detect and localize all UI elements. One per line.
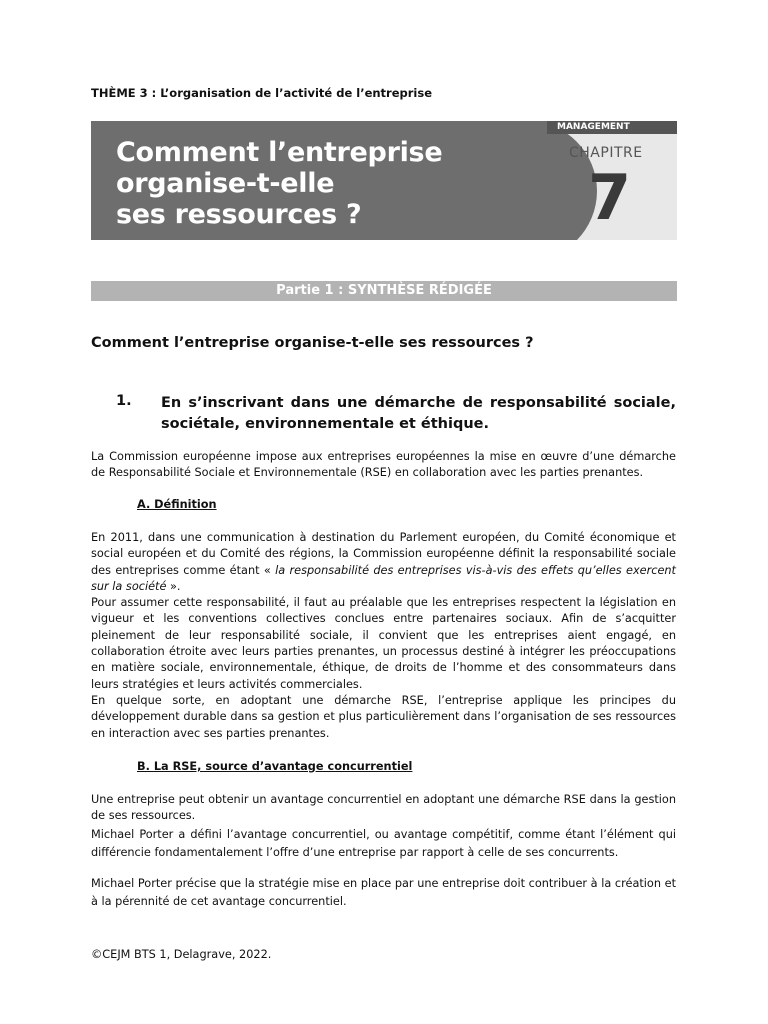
advantage-paragraph: Une entreprise peut obtenir un avantage concurrentiel en adoptant une démarche RSE dans la gestion de ses ressources. <box>91 793 676 823</box>
main-question: Comment l’entreprise organise-t-elle ses ressources ? <box>91 335 534 351</box>
chapter-banner <box>91 121 677 240</box>
section-1-title: En s’inscrivant dans une démarche de responsabilité sociale, sociétale, environnementale et éthique. <box>161 395 676 432</box>
banner-title-line-2: organise-t-elle <box>116 168 335 199</box>
porter-strategy-paragraph: Michael Porter précise que la stratégie mise en place par une entreprise doit contribuer à la création et à la pérennité de cet avantage concurrentiel. <box>91 877 676 908</box>
subsection-a-body <box>91 530 676 742</box>
sustainable-paragraph: En quelque sorte, en adoptant une démarche RSE, l’entreprise applique les principes du développement durable dans sa gestion et plus particulièrement dans l’organisation de ses ressources en interaction avec ses parties prenantes. <box>91 693 676 740</box>
banner-title-line-3: ses ressources ? <box>116 199 362 230</box>
intro-paragraph: La Commission européenne impose aux entreprises européennes la mise en œuvre d’une démarche de Responsabilité Sociale et Environnementale (RSE) en collaboration avec les parties prenantes. <box>91 450 676 480</box>
definition-quote: la responsabilité des entreprises vis-à-vis des effets qu’elles exercent sur la société <box>91 563 676 593</box>
management-tag: MANAGEMENT <box>547 121 677 134</box>
copyright-footer: ©CEJM BTS 1, Delagrave, 2022. <box>91 948 272 961</box>
banner-title-line-1: Comment l’entreprise <box>116 137 443 168</box>
chapitre-label: CHAPITRE <box>569 145 643 161</box>
subsection-a-title: A. Définition <box>137 498 217 511</box>
partie-heading: Partie 1 : SYNTHÈSE RÉDIGÉE <box>91 281 677 301</box>
definition-paragraph: En 2011, dans une communication à destination du Parlement européen, du Comité économique et social européen et du Comité des régions, la Commission européenne définit la responsabilité sociale des entreprises comme étant « la responsabilité des entreprises vis-à-vis des effets qu’elles exercent sur la société ». <box>91 531 676 593</box>
chapter-number: 7 <box>588 161 632 234</box>
porter-definition-paragraph: Michael Porter a défini l’avantage concurrentiel, ou avantage compétitif, comme étant l’élément qui différencie fondamentalement l’offre d’une entreprise par rapport à celle de ses concurrents. <box>91 828 676 859</box>
subsection-b-title: B. La RSE, source d’avantage concurrentiel <box>137 760 413 773</box>
theme-header: THÈME 3 : L’organisation de l’activité de l’entreprise <box>91 86 433 100</box>
section-1-number: 1. <box>116 393 132 409</box>
responsibility-paragraph: Pour assumer cette responsabilité, il faut au préalable que les entreprises respectent la législation en vigueur et les conventions collectives conclues entre partenaires sociaux. Afin de s’acquitter pleinement de leur responsabilité sociale, il convient que les entreprises aient engagé, en collaboration étroite avec leurs parties prenantes, un processus destiné à intégrer les préoccupations en matière sociale, environnementale, éthique, de droits de l’homme et des consommateurs dans leurs stratégies et leurs activités commerciales. <box>91 596 676 691</box>
banner-title <box>116 137 442 230</box>
